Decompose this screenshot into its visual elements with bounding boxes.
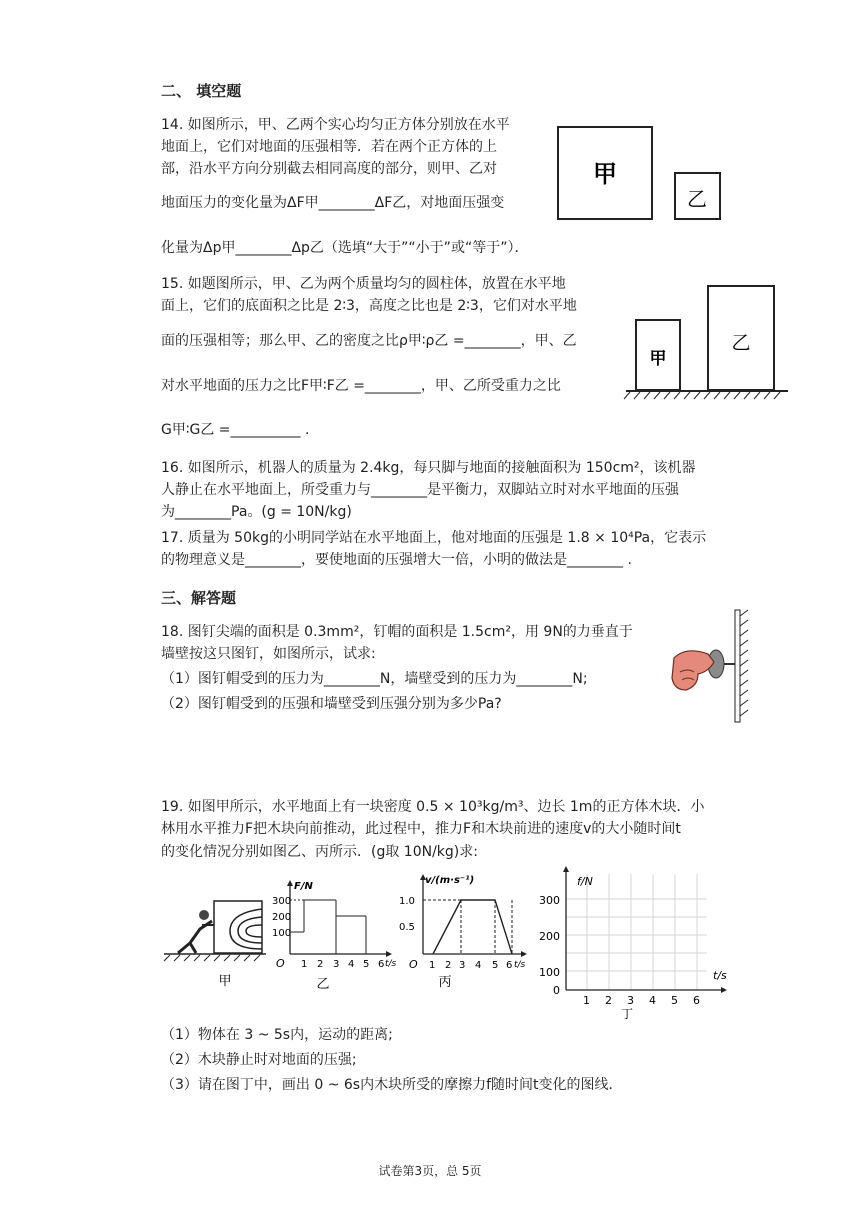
q14-line-4: 地面压力的变化量为ΔF甲________ΔF乙，对地面压强变 [161, 195, 505, 211]
q19-ding-ylabel: f/N [577, 875, 593, 888]
q19-yi-ytick: 200 [272, 912, 292, 923]
q19-bing-xtick: 4 [475, 960, 482, 971]
q19-bing-ytick: 1.0 [399, 896, 415, 907]
q19-bing-xtick: 5 [492, 960, 499, 971]
q19-ding-xtick: 6 [693, 994, 700, 1007]
q19-ding-origin: 0 [553, 984, 560, 997]
q14-figure-cubes [550, 120, 730, 230]
q18-line-1: 18. 图钉尖端的面积是 0.3mm²，钉帽的面积是 1.5cm²，用 9N的力垂直于 [161, 624, 633, 640]
q19-line-1: 19. 如图甲所示，水平地面上有一块密度 0.5 × 10³kg/m³、边长 1m的正方体木块．小 [161, 799, 705, 815]
q19-bing-ylabel: v/(m·s⁻¹) [425, 875, 475, 886]
q19-graph-ding-friction [535, 862, 735, 1020]
q14-line-1: 14. 如图所示，甲、乙两个实心均匀正方体分别放在水平 [161, 117, 510, 133]
q19-yi-ytick: 100 [272, 928, 292, 939]
q19-subquestion-1: （1）物体在 3 ~ 5s内，运动的距离; [161, 1027, 393, 1043]
q15-line-3: 面的压强相等；那么甲、乙的密度之比ρ甲∶ρ乙 =________，甲、乙 [161, 333, 577, 349]
q19-yi-xlabel: t/s [385, 959, 397, 969]
q18-line-3: （1）图钉帽受到的压力为________N，墙壁受到的压力为________N; [161, 671, 588, 687]
q19-yi-origin: O [276, 957, 285, 970]
q19-fig-label-ding: 丁 [620, 1007, 634, 1021]
q15-fig-label-a: 甲 [649, 349, 667, 369]
q19-bing-xtick: 1 [429, 960, 436, 971]
q19-yi-ylabel: F/N [294, 881, 313, 892]
q15-line-4: 对水平地面的压力之比F甲∶F乙 =________，甲、乙所受重力之比 [161, 378, 561, 394]
page-footer: 试卷第3页，总 5页 [378, 1164, 482, 1178]
q16-line-2: 人静止在水平地面上，所受重力与________是平衡力，双脚站立时对水平地面的压强 [161, 482, 679, 498]
q19-bing-xtick: 6 [506, 960, 513, 971]
q19-bing-xtick: 3 [459, 960, 466, 971]
q19-ding-ytick: 300 [539, 894, 560, 907]
q19-graph-bing-velocity [393, 872, 528, 992]
q19-bing-ytick: 0.5 [399, 922, 415, 933]
q14-fig-label-b: 乙 [687, 187, 707, 211]
q18-figure-thumbtack-hand [668, 606, 758, 726]
q17-line-2: 的物理意义是________，要使地面的压强增大一倍，小明的做法是________ . [161, 552, 632, 568]
q15-fig-label-b: 乙 [731, 332, 751, 354]
q15-line-1: 15. 如题图所示，甲、乙为两个质量均匀的圆柱体，放置在水平地 [161, 276, 566, 292]
q19-fig-label-bing: 丙 [438, 975, 452, 990]
q19-ding-ytick: 100 [539, 966, 560, 979]
q19-subquestion-3: （3）请在图丁中，画出 0 ~ 6s内木块所受的摩擦力f随时间t变化的图线． [161, 1077, 623, 1093]
q15-line-2: 面上，它们的底面积之比是 2∶3，高度之比也是 2∶3，它们对水平地 [161, 298, 577, 314]
q19-ding-xtick: 2 [605, 994, 612, 1007]
q19-ding-xtick: 4 [649, 994, 656, 1007]
q19-yi-xtick: 4 [348, 959, 355, 970]
q19-ding-ytick: 200 [539, 930, 560, 943]
q14-line-3: 部，沿水平方向分别截去相同高度的部分，则甲、乙对 [161, 161, 497, 177]
q19-ding-xtick: 1 [583, 994, 590, 1007]
q18-line-4: （2）图钉帽受到的压强和墙壁受到压强分别为多少Pa? [161, 696, 502, 712]
q19-fig-label-yi: 乙 [316, 977, 330, 992]
q16-line-3: 为________Pa。(g = 10N/kg) [161, 504, 352, 520]
q19-ding-xtick: 3 [627, 994, 634, 1007]
q14-fig-label-a: 甲 [593, 160, 617, 188]
q19-bing-xtick: 2 [445, 960, 452, 971]
q19-ding-xtick: 5 [671, 994, 678, 1007]
q19-graph-yi-force [268, 878, 397, 993]
q19-yi-ytick: 300 [272, 896, 292, 907]
q19-yi-xtick: 5 [363, 959, 370, 970]
q19-fig-label-jia: 甲 [218, 974, 232, 989]
q14-line-2: 地面上，它们对地面的压强相等．若在两个正方体的上 [161, 139, 497, 155]
q19-yi-xtick: 3 [333, 959, 340, 970]
q19-yi-xtick: 6 [378, 959, 385, 970]
q19-bing-origin: O [409, 958, 418, 971]
q14-line-5: 化量为Δp甲________Δp乙（选填“大于”“小于”或“等于”）． [161, 240, 529, 256]
q19-yi-xtick: 1 [301, 959, 308, 970]
q15-line-5: G甲∶G乙 =__________ . [161, 422, 310, 438]
q15-figure-cylinders [622, 282, 792, 402]
q19-line-3: 的变化情况分别如图乙、丙所示．(g取 10N/kg)求: [161, 844, 478, 860]
q16-line-1: 16. 如图所示，机器人的质量为 2.4kg，每只脚与地面的接触面积为 150cm²，该机器 [161, 460, 696, 476]
section-heading-answer: 三、解答题 [161, 589, 237, 607]
q19-yi-xtick: 2 [317, 959, 324, 970]
q19-line-2: 林用水平推力F把木块向前推动，此过程中，推力F和木块前进的速度v的大小随时间t [161, 821, 681, 837]
q19-bing-xlabel: t/s [514, 960, 526, 970]
q19-ding-xlabel: t/s [713, 969, 727, 982]
q18-line-2: 墙壁按这只图钉，如图所示，试求: [161, 646, 376, 662]
section-heading-fill: 二、 填空题 [161, 82, 242, 100]
q19-subquestion-2: （2）木块静止时对地面的压强; [161, 1052, 357, 1068]
q17-line-1: 17. 质量为 50kg的小明同学站在水平地面上，他对地面的压强是 1.8 × 10⁴Pa，它表示 [161, 530, 707, 546]
q19-figure-jia-pushing [160, 895, 270, 990]
